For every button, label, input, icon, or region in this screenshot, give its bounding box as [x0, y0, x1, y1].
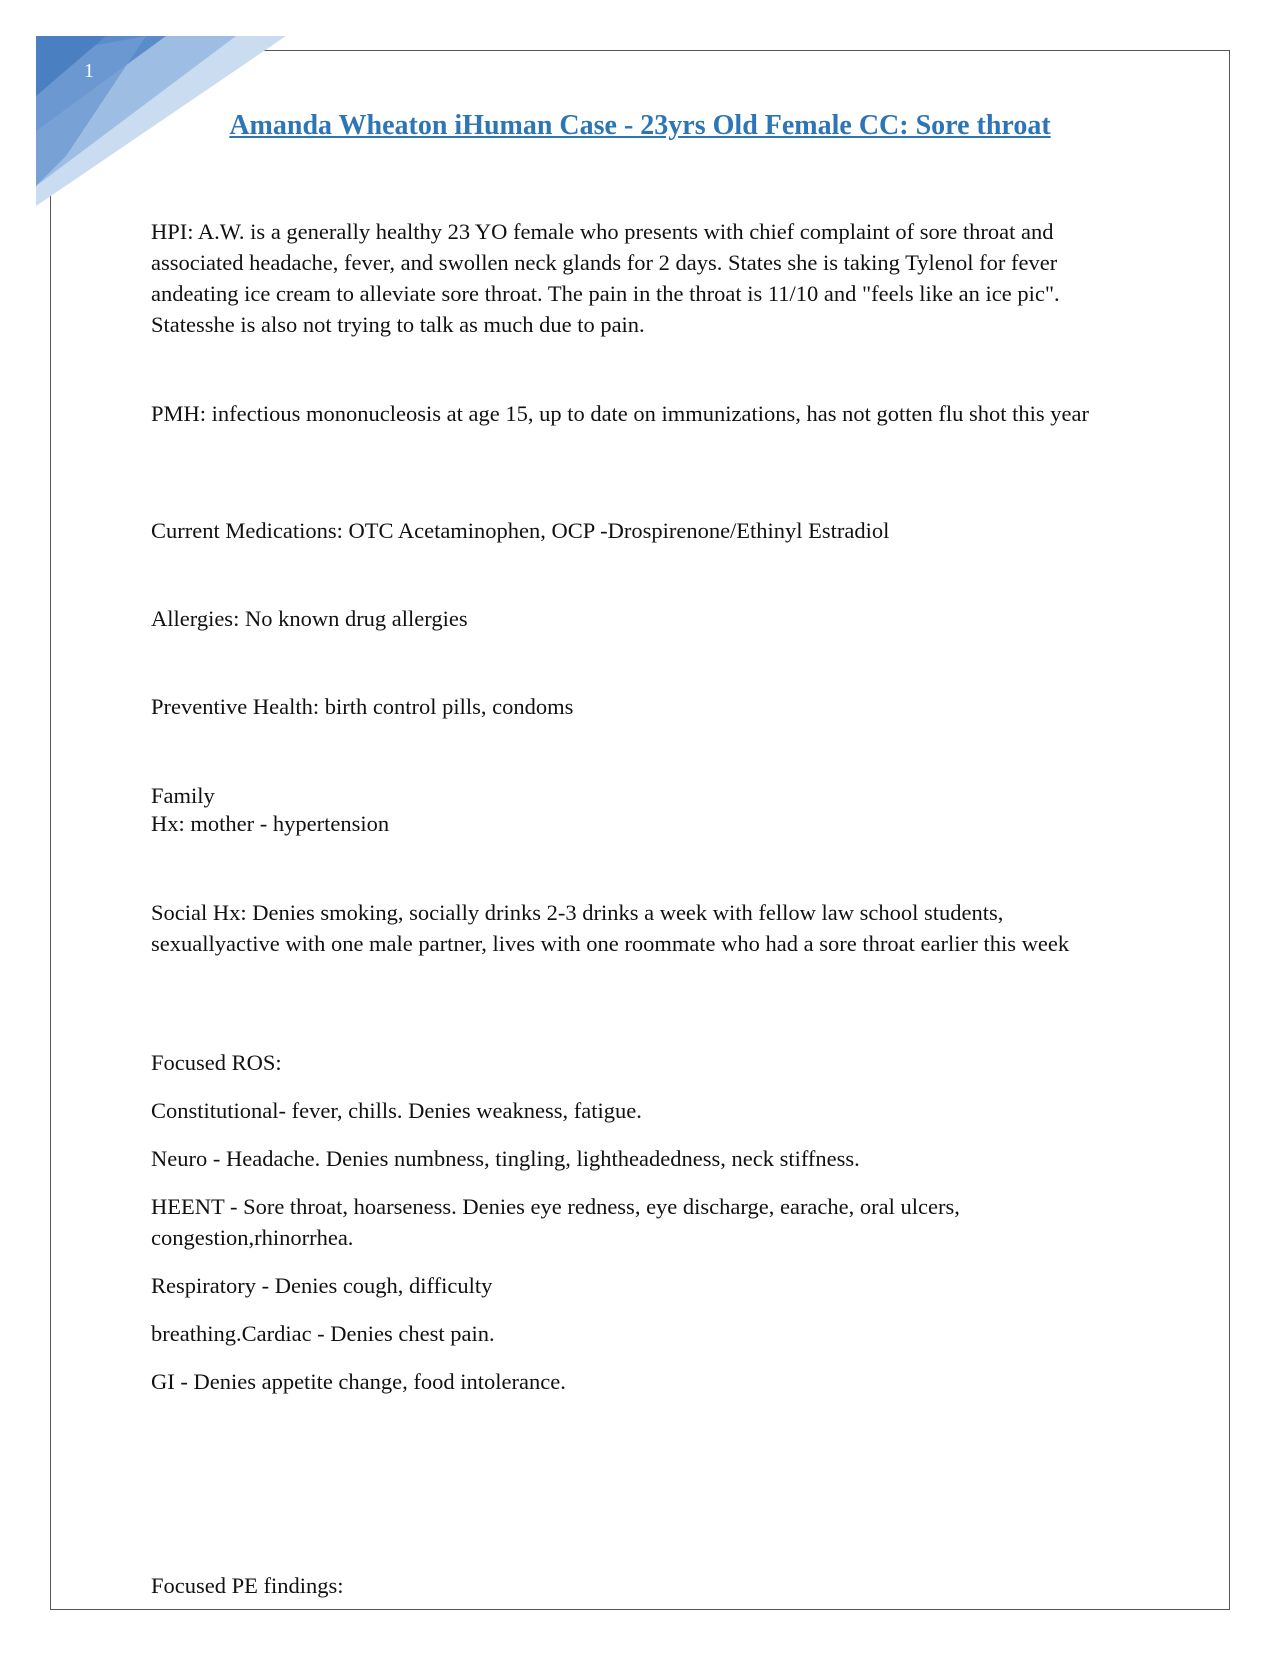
family-history-label: Family — [151, 783, 215, 808]
pe-heading: Focused PE findings: — [151, 1573, 344, 1598]
family-history-paragraph: Hx: mother - hypertension — [151, 811, 390, 836]
ros-item-gi: GI - Denies appetite change, food intolerance. — [151, 1369, 566, 1394]
page-number: 1 — [84, 60, 94, 82]
hpi-paragraph: HPI: A.W. is a generally healthy 23 YO female who presents with chief complaint of sore throat and associated headache, fever, and swollen neck glands for 2 days. States she is taking Tylenol for fever andeating ice cream to alleviate sore throat. The pain in the throat is 11/10 and "feels like an ice pic". Statesshe is also not trying to talk as much due to pain. — [151, 219, 1060, 337]
allergies-paragraph: Allergies: No known drug allergies — [151, 606, 468, 631]
ros-item-neuro: Neuro - Headache. Denies numbness, tingling, lightheadedness, neck stiffness. — [151, 1146, 860, 1171]
social-history-paragraph: Social Hx: Denies smoking, socially drinks 2-3 drinks a week with fellow law school students, sexuallyactive with one male partner, lives with one roommate who had a sore throat earlier this week — [151, 900, 1070, 956]
pmh-paragraph: PMH: infectious mononucleosis at age 15, up to date on immunizations, has not gotten flu shot this year — [151, 401, 1089, 426]
preventive-health-paragraph: Preventive Health: birth control pills, condoms — [151, 694, 574, 719]
ros-item-heent: HEENT - Sore throat, hoarseness. Denies eye redness, eye discharge, earache, oral ulcers, congestion,rhinorrhea. — [151, 1194, 960, 1250]
ros-item-cardiac: breathing.Cardiac - Denies chest pain. — [151, 1321, 495, 1346]
ros-heading: Focused ROS: — [151, 1050, 282, 1075]
ros-item-respiratory: Respiratory - Denies cough, difficulty — [151, 1273, 493, 1298]
medications-paragraph: Current Medications: OTC Acetaminophen, OCP -Drospirenone/Ethinyl Estradiol — [151, 518, 890, 543]
ros-item-constitutional: Constitutional- fever, chills. Denies weakness, fatigue. — [151, 1098, 642, 1123]
document-title: Amanda Wheaton iHuman Case - 23yrs Old Female CC: Sore throat — [229, 110, 1051, 141]
